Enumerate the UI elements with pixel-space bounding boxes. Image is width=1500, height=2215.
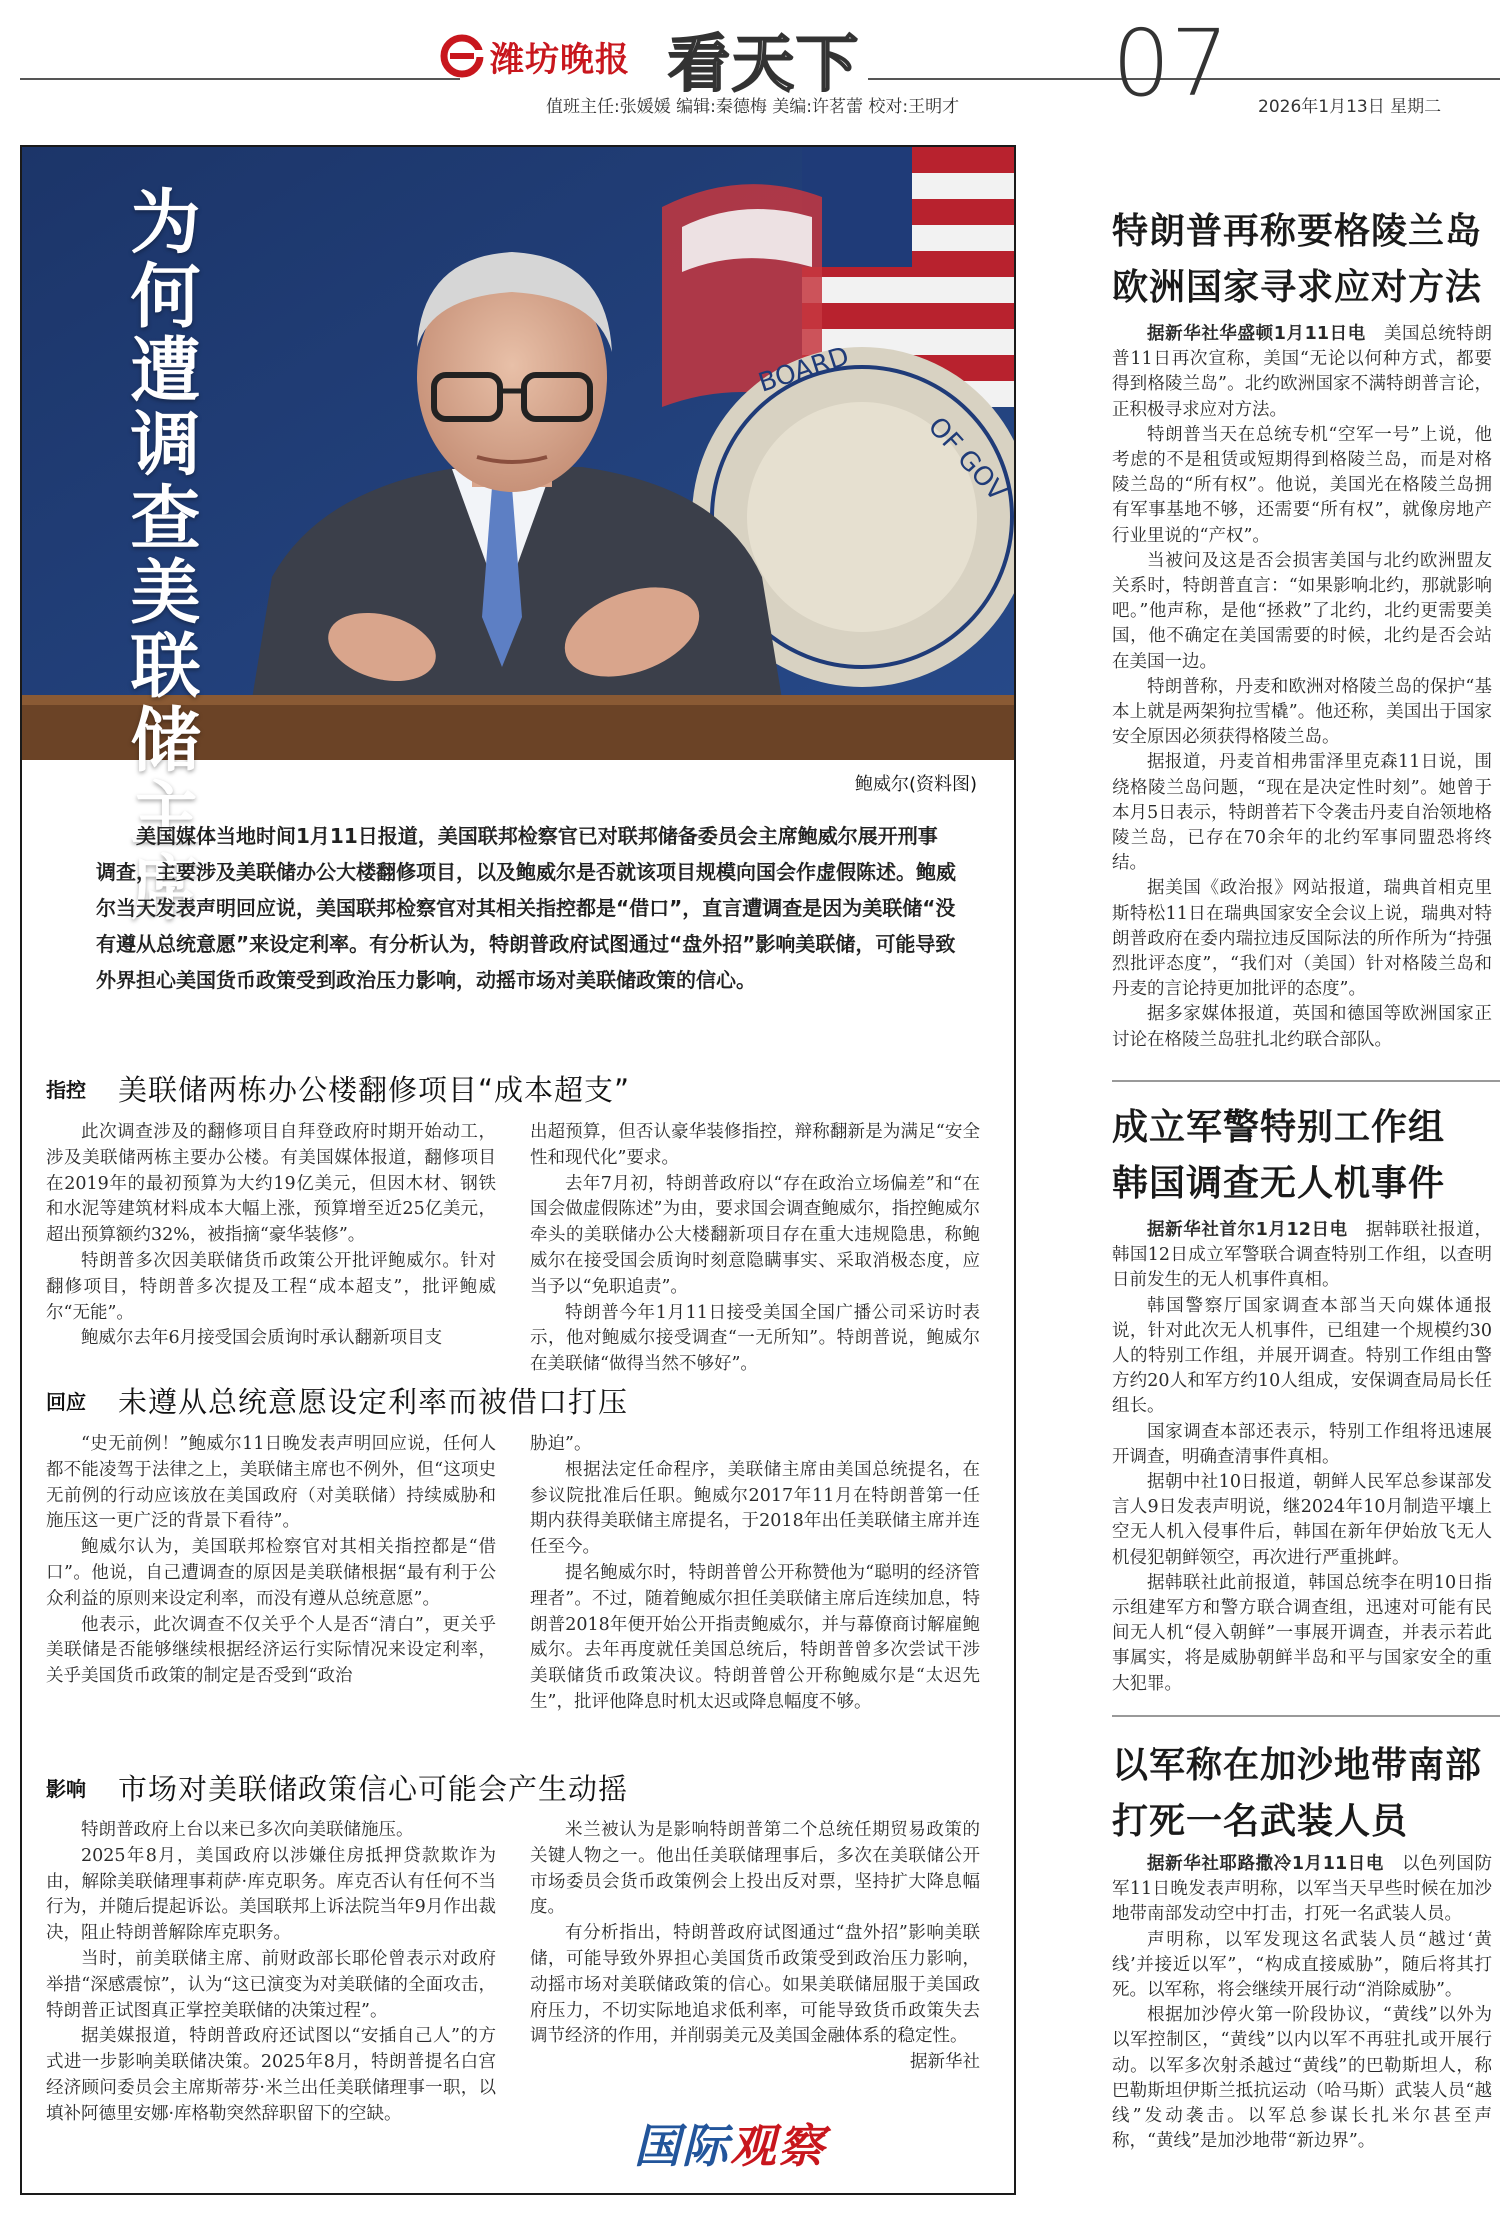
newspaper-logo-icon <box>440 34 484 78</box>
section-2-right-column <box>530 1432 980 1716</box>
body-paragraph: 据美媒报道，特朗普政府还试图以“安插自己人”的方式进一步影响美联储决策。2025年8月，特朗普提名白宫经济顾问委员会主席斯蒂芬·米兰出任美联储理事一职，以填补阿德里安娜·库格勒突然辞职留下的空缺。 <box>46 2026 496 2124</box>
section-name: 看天下 <box>668 27 861 100</box>
body-paragraph: “史无前例！”鲍威尔11日晚发表声明回应说，任何人都不能凌驾于法律之上，美联储主席也不例外，但“这项史无前例的行动应该放在美国政府（对美联储）持续威胁和施压这一更广泛的背景下看待”。 <box>46 1434 496 1532</box>
page-number: 07 <box>1112 10 1230 117</box>
body-paragraph: 据韩联社报道，韩国12日成立军警联合调查特别工作组，以查明日前发生的无人机事件真相。 <box>1112 1220 1492 1291</box>
article-headline <box>1112 1100 1492 1212</box>
section-3-left-column <box>46 1818 496 2128</box>
body-paragraph: 根据加沙停火第一阶段协议，“黄线”以外为以军控制区，“黄线”以内以军不再驻扎或开展行动。以军多次射杀越过“黄线”的巴勒斯坦人，称巴勒斯坦伊斯兰抵抗运动（哈马斯）武装人员“越线”发动袭击。以军总参谋长扎米尔甚至声称，“黄线”是加沙地带“新边界”。 <box>1112 2005 1492 2152</box>
svg-text:OF GOV: OF GOV <box>921 411 1013 508</box>
body-paragraph: 此次调查涉及的翻修项目自拜登政府时期开始动工，涉及美联储两栋主要办公楼。有美国媒体报道，翻修项目在2019年的最初预算为大约19亿美元，但因木材、钢铁和水泥等建筑材料成本大幅上涨，预算增至近25亿美元，超出预算额约32%，被指摘“豪华装修”。 <box>46 1122 496 1246</box>
headline-line: 欧洲国家寻求应对方法 <box>1112 267 1483 308</box>
article-headline <box>1112 1738 1492 1850</box>
body-paragraph: 声明称，以军发现这名武装人员“越过‘黄线’并接近以军”，“构成直接威胁”，随后将其打死。以军称，将会继续开展行动“消除威胁”。 <box>1112 1929 1492 2001</box>
lead-headline: 为何遭调查美联储主席 <box>119 185 201 925</box>
body-paragraph: 胁迫”。 <box>530 1434 592 1454</box>
headline-line: 特朗普再称要格陵兰岛 <box>1112 211 1483 252</box>
body-paragraph: 特朗普称，丹麦和欧洲对格陵兰岛的保护“基本上就是两架狗拉雪橇”。他还称，美国出于国家安全原因必须获得格陵兰岛。 <box>1112 676 1492 748</box>
body-paragraph: 国家调查本部还表示，特别工作组将迅速展开调查，明确查清事件真相。 <box>1112 1421 1492 1467</box>
newspaper-name: 潍坊晚报 <box>490 39 630 80</box>
body-paragraph: 出超预算，但否认豪华装修指控，辩称翻新是为满足“安全性和现代化”要求。 <box>530 1122 980 1168</box>
section-title: 未遵从总统意愿设定利率而被借口打压 <box>118 1384 629 1419</box>
body-paragraph: 据报道，丹麦首相弗雷泽里克森11日说，围绕格陵兰岛问题，“现在是决定性时刻”。她曾于本月5日表示，特朗普若下令袭击丹麦自治领地格陵兰岛，已存在70余年的北约军事同盟恐将终结。 <box>1112 752 1492 874</box>
body-paragraph: 去年7月初，特朗普政府以“存在政治立场偏差”和“在国会做虚假陈述”为由，要求国会调查鲍威尔，指控鲍威尔牵头的美联储办公大楼翻新项目存在重大违规隐患，称鲍威尔在接受国会质询时刻意隐瞒事实、采取消极态度，应当予以“免职追责”。 <box>530 1173 980 1297</box>
column-stamp-part2: 观察 <box>730 2119 826 2173</box>
section-3-right-column <box>530 1818 980 2076</box>
photo-caption: 鲍威尔(资料图) <box>855 774 978 795</box>
article-body <box>1112 1852 1492 2154</box>
headline-line: 韩国调查无人机事件 <box>1112 1163 1446 1204</box>
body-paragraph: 以色列国防军11日晚发表声明称，以军当天早些时候在加沙地带南部发动空中打击，打死一名武装人员。 <box>1112 1854 1492 1925</box>
article-dateline: 据新华社首尔1月12日电 <box>1147 1220 1348 1240</box>
headline-line: 以军称在加沙地带南部 <box>1112 1745 1483 1786</box>
body-paragraph: 美国总统特朗普11日再次宣称，美国“无论以何种方式，都要得到格陵兰岛”。北约欧洲国家不满特朗普言论，正积极寻求应对方法。 <box>1112 324 1492 420</box>
section-tag: 影响 <box>46 1776 86 1801</box>
section-header-impact <box>46 1767 986 1807</box>
article-body <box>1112 322 1492 1053</box>
section-1-left-column <box>46 1120 496 1352</box>
section-title: 美联储两栋办公楼翻修项目“成本超支” <box>118 1072 631 1107</box>
section-title: 市场对美联储政策信心可能会产生动摇 <box>118 1771 629 1806</box>
body-paragraph: 他表示，此次调查不仅关乎个人是否“清白”，更关乎美联储是否能够继续根据经济运行实际情况来设定利率，关乎美国货币政策的制定是否受到“政治 <box>46 1614 496 1687</box>
body-paragraph: 特朗普政府上台以来已多次向美联储施压。 <box>81 1820 414 1840</box>
body-paragraph: 鲍威尔去年6月接受国会质询时承认翻新项目支 <box>81 1328 443 1349</box>
article-divider <box>1112 1715 1500 1717</box>
body-paragraph: 特朗普今年1月11日接受美国全国广播公司采访时表示，他对鲍威尔接受调查“一无所知”。特朗普说，鲍威尔在美联储“做得当然不够好”。 <box>530 1302 980 1375</box>
body-paragraph: 有分析指出，特朗普政府试图通过“盘外招”影响美联储，可能导致外界担心美国货币政策受到政治压力影响，动摇市场对美联储政策的信心。如果美联储屈服于美国政府压力，不切实际地追求低利率，可能导致货币政策失去调节经济的作用，并削弱美元及美国金融体系的稳定性。 <box>530 1923 980 2047</box>
article-divider <box>1112 1080 1500 1082</box>
body-paragraph: 米兰被认为是影响特朗普第二个总统任期贸易政策的关键人物之一。他出任美联储理事后，多次在美联储公开市场委员会货币政策例会上投出反对票，坚持扩大降息幅度。 <box>530 1820 980 1918</box>
header-rule-left <box>20 78 460 80</box>
body-paragraph: 当时，前美联储主席、前财政部长耶伦曾表示对政府举措“深感震惊”，认为“这已演变为对美联储的全面攻击，特朗普正试图真正掌控美联储的决策过程”。 <box>46 1948 496 2021</box>
section-2-left-column <box>46 1432 496 1690</box>
section-header-allegation <box>46 1068 986 1108</box>
body-paragraph: 据美国《政治报》网站报道，瑞典首相克里斯特松11日在瑞典国家安全会议上说，瑞典对特朗普政府在委内瑞拉违反国际法的所作所为“持强烈批评态度”，“我们对（美国）针对格陵兰岛和丹麦的言论持更加批评的态度”。 <box>1112 878 1492 1000</box>
section-tag: 指控 <box>46 1077 86 1102</box>
article-dateline: 据新华社耶路撒冷1月11日电 <box>1147 1854 1384 1874</box>
body-paragraph: 当被问及这是否会损害美国与北约欧洲盟友关系时，特朗普直言：“如果影响北约，那就影响吧。”他声称，是他“拯救”了北约，北约更需要美国，他不确定在美国需要的时候，北约是否会站在美国一边。 <box>1112 550 1492 672</box>
svg-text:BOARD: BOARD <box>754 341 853 399</box>
body-paragraph: 鲍威尔认为，美国联邦检察官对其相关指控都是“借口”。他说，自己遭调查的原因是美联储根据“最有利于公众利益的原则来设定利率，而没有遵从总统意愿”。 <box>46 1537 496 1609</box>
body-paragraph: 根据法定任命程序，美联储主席由美国总统提名，在参议院批准后任职。鲍威尔2017年11月在特朗普第一任期内获得美联储主席提名，于2018年出任美联储主席并连任至今。 <box>530 1459 980 1558</box>
column-stamp-part1: 国际 <box>634 2119 730 2173</box>
column-stamp <box>634 2110 826 2176</box>
headline-line: 成立军警特别工作组 <box>1112 1107 1446 1148</box>
article-headline <box>1112 204 1492 316</box>
body-paragraph: 特朗普当天在总统专机“空军一号”上说，他考虑的不是租赁或短期得到格陵兰岛，而是对格陵兰岛的“所有权”。他说，美国光在格陵兰岛拥有军事基地不够，还需要“所有权”，就像房地产行业里说的“产权”。 <box>1112 424 1492 546</box>
section-tag: 回应 <box>46 1389 86 1414</box>
issue-date: 2026年1月13日 星期二 <box>1258 97 1442 117</box>
body-paragraph: 2025年8月，美国政府以涉嫌住房抵押贷款欺诈为由，解除美联储理事莉萨·库克职务。库克否认有任何不当行为，并随后提起诉讼。美国联邦上诉法院当年9月作出裁决，阻止特朗普解除库克职务。 <box>46 1845 496 1944</box>
body-paragraph: 据多家媒体报道，英国和德国等欧洲国家正讨论在格陵兰岛驻扎北约联合部队。 <box>1112 1004 1492 1050</box>
article-dateline: 据新华社华盛顿1月11日电 <box>1147 324 1366 344</box>
editor-credits: 值班主任:张媛媛 编辑:秦德梅 美编:许茗蕾 校对:王明才 <box>546 97 960 117</box>
section-1-right-column <box>530 1120 980 1378</box>
article-body <box>1112 1218 1492 1697</box>
section-header-response <box>46 1380 986 1420</box>
newspaper-logo <box>440 28 630 84</box>
byline-source: 据新华社 <box>910 2052 980 2073</box>
lead-intro: 美国媒体当地时间1月11日报道，美国联邦检察官已对联邦储备委员会主席鲍威尔展开刑事调查，主要涉及美联储办公大楼翻修项目，以及鲍威尔是否就该项目规模向国会作虚假陈述。鲍威尔当天发表声明回应说，美国联邦检察官对其相关指控都是“借口”，直言遭调查是因为美联储“没有遵从总统意愿”来设定利率。有分析认为，特朗普政府试图通过“盘外招”影响美联储，可能导致外界担心美国货币政策受到政治压力影响，动摇市场对美联储政策的信心。 <box>96 824 956 992</box>
body-paragraph: 提名鲍威尔时，特朗普曾公开称赞他为“聪明的经济管理者”。不过，随着鲍威尔担任美联储主席后连续加息，特朗普2018年便开始公开指责鲍威尔，并与幕僚商讨解雇鲍威尔。去年再度就任美国总统后，特朗普曾多次尝试干涉美联储货币政策决议。特朗普曾公开称鲍威尔是“太迟先生”，批评他降息时机太迟或降息幅度不够。 <box>530 1562 980 1712</box>
body-paragraph: 韩国警察厅国家调查本部当天向媒体通报说，针对此次无人机事件，已组建一个规模约30人的特别工作组，并展开调查。特别工作组由警方约20人和军方约10人组成，安保调查局局长任组长。 <box>1112 1295 1492 1417</box>
body-paragraph: 据朝中社10日报道，朝鲜人民军总参谋部发言人9日发表声明说，继2024年10月制造平壤上空无人机入侵事件后，韩国在新年伊始放飞无人机侵犯朝鲜领空，再次进行严重挑衅。 <box>1112 1472 1492 1568</box>
headline-line: 打死一名武装人员 <box>1112 1801 1409 1842</box>
body-paragraph: 据韩联社此前报道，韩国总统李在明10日指示组建军方和警方联合调查组，迅速对可能有民间无人机“侵入朝鲜”一事展开调查，并表示若此事属实，将是威胁朝鲜半岛和平与国家安全的重大犯罪。 <box>1112 1572 1492 1694</box>
body-paragraph: 特朗普多次因美联储货币政策公开批评鲍威尔。针对翻修项目，特朗普多次提及工程“成本超支”，批评鲍威尔“无能”。 <box>46 1250 496 1323</box>
